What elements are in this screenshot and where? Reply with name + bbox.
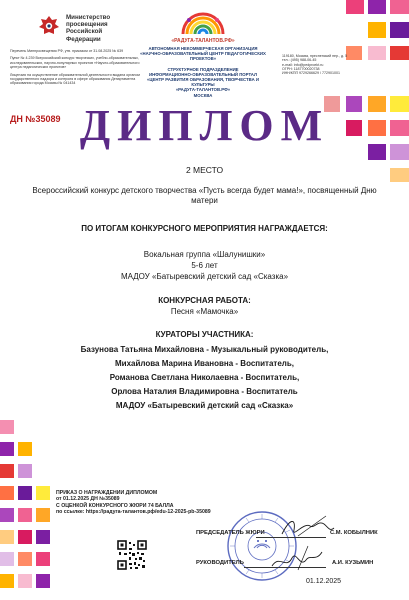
- org-name-line: АВТОНОМНАЯ НЕКОММЕРЧЕСКАЯ ОРГАНИЗАЦИЯ: [148, 46, 258, 51]
- department-line: ИНФОРМАЦИОННО-ОБРАЗОВАТЕЛЬНЫЙ ПОРТАЛ: [149, 71, 257, 77]
- department-line: СТРУКТУРНОЕ ПОДРАЗДЕЛЕНИЕ: [167, 66, 239, 72]
- ministry-name: Министерство просвещения Российской Федерации: [66, 14, 111, 43]
- curator-line: Романова Светлана Николаевна - Воспитатель,: [109, 373, 300, 382]
- order-link[interactable]: по ссылке: https://радуга-талантов.рф/edu-12-2025-pb-35089: [56, 509, 211, 516]
- left-info-line: Лицензия на осуществление образовательной деятельности выдана органом государственного надзора и контроля в сфере образования Департамента образования города Москвы № 041434: [10, 72, 140, 86]
- participant-line: Вокальная группа «Шалунишки»: [143, 250, 266, 259]
- org-name: [136, 46, 270, 62]
- department-line: «РАДУГА-ТАЛАНТОВ.РФ»: [175, 87, 231, 93]
- award-order: [56, 490, 211, 516]
- diploma-number: ДН №35089: [10, 114, 61, 124]
- order-line: от 01.12.2025 ДН №35089: [56, 496, 120, 503]
- curator-line: МАДОУ «Батыревский детский сад «Сказка»: [115, 401, 294, 410]
- participant-line: 5-6 лет: [191, 261, 218, 270]
- qr-code-icon[interactable]: [117, 540, 147, 570]
- left-info-line: Пункт № 4.239 Всероссийский конкурс творческих, учебно-образовательных, исследовательских, научно-популярных проектов «Научно-образовательного центра педагогических проектов»: [10, 56, 140, 70]
- curator-line: Базунова Татьяна Михайловна - Музыкальный руководитель,: [80, 345, 329, 354]
- handwritten-signature-icon: [280, 514, 336, 540]
- chairman-name: С.М. КОБЫЛНИК: [330, 530, 378, 536]
- order-line: С ОЦЕНКОЙ КОНКУРСНОГО ЖЮРИ 74 БАЛЛА: [56, 502, 174, 509]
- contest-name: Всероссийский конкурс детского творчества «Пусть всегда будет мама!», посвященный Дню матери: [32, 186, 377, 205]
- chairman-label: ПРЕДСЕДАТЕЛЬ ЖЮРИ: [196, 530, 265, 536]
- left-info-line: Перечень Минпросвещения РФ, утв. приказом от 31.08.2025 № 639: [10, 49, 124, 53]
- work-title: Песня «Мамочка»: [170, 307, 239, 316]
- handwritten-signature-icon: [268, 544, 326, 572]
- right-info-line: 119180, Москва, пресненский пер., д. 5: [282, 54, 348, 58]
- department-line: МОСКВА: [193, 92, 213, 98]
- rainbow-logo-icon: [179, 12, 227, 36]
- organization-header: [136, 12, 270, 98]
- work-label: КОНКУРСНАЯ РАБОТА:: [158, 296, 251, 305]
- org-name-line: «НАУЧНО-ОБРАЗОВАТЕЛЬНЫЙ ЦЕНТР ПЕДАГОГИЧЕСКИХ ПРОЕКТОВ»: [140, 51, 266, 62]
- award-heading: ПО ИТОГАМ КОНКУРСНОГО МЕРОПРИЯТИЯ НАГРАЖДАЕТСЯ:: [81, 224, 328, 233]
- curators-list: [30, 343, 379, 413]
- department-name: [136, 67, 270, 98]
- department-line: «ЦЕНТР РАЗВИТИЯ ОБРАЗОВАНИЯ, ТВОРЧЕСТВА И КУЛЬТУРЫ: [147, 77, 259, 88]
- right-info-line: тел.: (495) 988-06-45: [282, 58, 317, 63]
- left-info-block: [10, 49, 150, 89]
- curators-label: КУРАТОРЫ УЧАСТНИКА:: [155, 330, 254, 339]
- curator-line: Михайлова Марина Ивановна - Воспитатель,: [114, 359, 295, 368]
- order-line: ПРИКАЗ О НАГРАЖДЕНИИ ДИПЛОМОМ: [56, 490, 158, 496]
- place-awarded: 2 МЕСТО: [185, 165, 224, 175]
- right-info-block: [282, 54, 368, 75]
- issue-date: 01.12.2025: [306, 578, 342, 585]
- right-info-line: ИНН/КПП 9729266629 / 772901001: [282, 71, 341, 76]
- right-info-line: e-mail: info@pedproekt.ru: [282, 62, 324, 67]
- curator-line: Орлова Наталия Владимировна - Воспитатель: [111, 387, 298, 396]
- ministry-emblem-icon: [38, 15, 60, 37]
- right-info-line: ОГРН: 1187700020738: [282, 66, 320, 71]
- head-label: РУКОВОДИТЕЛЬ: [196, 560, 244, 566]
- portal-brand: «РАДУГА-ТАЛАНТОВ.РФ»: [171, 38, 235, 44]
- diploma-title: ДИПЛОМ: [79, 101, 330, 150]
- participant-block: [30, 249, 379, 282]
- head-name: А.И. КУЗЬМИН: [332, 560, 374, 566]
- participant-line: МАДОУ «Батыревский детский сад «Сказка»: [120, 272, 289, 281]
